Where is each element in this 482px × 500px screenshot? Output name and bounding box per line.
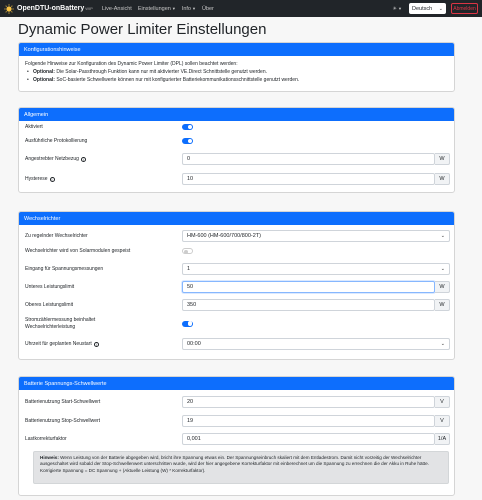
regulated-inverter-select[interactable] xyxy=(182,230,450,242)
hint-intro: Folgende Hinweise zur Konfiguration des Dynamic Power Limiter (DPL) sollen beachtet werden: xyxy=(25,61,238,67)
nav-settings[interactable] xyxy=(138,6,176,12)
load-unit: 1/A xyxy=(435,433,450,445)
row-voltage-input xyxy=(25,263,450,275)
start-unit: V xyxy=(435,396,450,408)
restart-label-text: Uhrzeit für geplanten Neustart xyxy=(25,340,92,347)
start-threshold-input[interactable]: 20 xyxy=(182,396,435,408)
chevron-down-icon: ▼ xyxy=(192,6,196,11)
hint-list xyxy=(33,69,299,85)
start-label: Batterienutzung Start-Schwellwert xyxy=(25,398,101,405)
chevron-down-icon: ⌄ xyxy=(440,233,445,239)
info-icon[interactable]: i xyxy=(50,177,55,182)
general-card xyxy=(18,107,455,193)
row-lower-limit xyxy=(25,281,450,293)
verbose-label: Ausführliche Protokollierung xyxy=(25,138,88,144)
card-header: Wechselrichter xyxy=(19,212,454,225)
hysteresis-label xyxy=(25,176,182,183)
chevron-down-icon: ▼ xyxy=(171,6,176,11)
target-unit: W xyxy=(435,153,450,165)
voltage-input-select[interactable] xyxy=(182,263,450,275)
nav-settings-label: Einstellungen xyxy=(137,5,171,12)
language-select[interactable] xyxy=(409,3,446,14)
row-enabled xyxy=(25,124,450,131)
upper-label: Oberes Leistungslimit xyxy=(25,301,74,308)
chevron-down-icon: ⌄ xyxy=(438,5,443,12)
stop-label: Batterienutzung Stop-Schwellwert xyxy=(25,417,101,424)
hint-bold: Optional: xyxy=(33,77,55,83)
load-correction-input[interactable]: 0,001 xyxy=(182,433,435,445)
hint-bold: Optional: xyxy=(33,69,55,75)
row-hysteresis xyxy=(25,173,450,185)
theme-toggle[interactable] xyxy=(393,6,402,12)
language-value: Deutsch xyxy=(412,5,433,12)
chevron-down-icon: ▼ xyxy=(398,6,402,11)
row-load-correction xyxy=(25,433,450,445)
target-label-text: Angestrebter Netzbezug xyxy=(25,155,79,162)
chevron-down-icon: ⌄ xyxy=(440,266,445,272)
verbose-switch[interactable] xyxy=(182,138,193,144)
info-icon[interactable]: i xyxy=(81,157,86,162)
solar-powered-switch[interactable] xyxy=(182,248,193,254)
target-input[interactable]: 0 xyxy=(182,153,435,165)
restart-label xyxy=(25,341,182,348)
chevron-down-icon: ⌄ xyxy=(440,341,445,347)
row-upper-limit xyxy=(25,299,450,311)
brand[interactable] xyxy=(4,4,93,14)
nav-about[interactable]: Über xyxy=(201,5,214,12)
row-restart-time xyxy=(25,338,450,350)
navbar xyxy=(0,0,482,17)
row-stop-threshold xyxy=(25,415,450,427)
row-regulated-inverter xyxy=(25,230,450,242)
regulated-inverter-value: HM-600 (HM-600/700/800-2T) xyxy=(187,233,261,239)
stop-threshold-input[interactable]: 19 xyxy=(182,415,435,427)
info-icon[interactable]: i xyxy=(94,342,99,347)
card-header: Konfigurationshinweise xyxy=(19,43,454,56)
note-text: Wenn Leistung von der Batterie abgegeben wird, bricht ihre Spannung etwas ein. Der Spannungseinbruch skaliert mit dem Entladestrom. Damit nicht vorzeitig der Wechselrichter ausgeschaltet wird sobald der Stop-Schwellenwert unterschritten wurde, wird der hier angegebene Korrekturfaktor mit einberechnet um die Spannung zu errechnen die der Akku in Ruhe hätte. Korrigierte Spannung = DC Spannung + (Aktuelle Leistung (W) * Korrekturfaktor). xyxy=(40,455,429,473)
hint-item xyxy=(33,77,299,83)
brand-sub: WIP xyxy=(85,6,93,11)
logout-button[interactable]: Abmelden xyxy=(451,3,478,14)
enabled-switch[interactable] xyxy=(182,124,193,130)
battery-card xyxy=(18,376,455,496)
lower-limit-input[interactable]: 50 xyxy=(182,281,435,293)
row-meter-includes xyxy=(25,317,450,330)
row-solar-powered xyxy=(25,248,450,255)
sun-icon: ☀ xyxy=(392,5,398,12)
card-body xyxy=(19,225,454,360)
inverter-card xyxy=(18,211,455,360)
card-header: Allgemein xyxy=(19,108,454,121)
hysteresis-input[interactable]: 10 xyxy=(182,173,435,185)
lower-unit: W xyxy=(435,281,450,293)
enabled-label: Aktiviert xyxy=(25,124,43,130)
hint-text: SoC-basierte Schwellwerte können nur mit konfigurierter Batteriekommunikationsschnittstelle genutzt werden. xyxy=(54,77,300,83)
card-body xyxy=(19,390,454,496)
solar-label: Wechselrichter wird von Solarmodulen gespeist xyxy=(25,248,131,254)
row-start-threshold xyxy=(25,396,450,408)
hysteresis-label-text: Hysterese xyxy=(25,175,48,182)
brand-name: OpenDTU-onBattery xyxy=(17,5,85,12)
hint-text: Die Solar-Passthrough Funktion kann nur mit aktivierter VE.Direct Schnittstelle genutzt werden. xyxy=(54,69,267,75)
meter-includes-switch[interactable] xyxy=(182,321,193,327)
meter-label-line: Wechselrichterleistung xyxy=(25,323,76,330)
stop-unit: V xyxy=(435,415,450,427)
upper-limit-input[interactable]: 350 xyxy=(182,299,435,311)
nav-info-label: Info xyxy=(181,5,191,12)
input-label: Eingang für Spannungsmessungen xyxy=(25,265,104,272)
voltage-input-value: 1 xyxy=(187,266,191,272)
config-hints-card xyxy=(18,42,455,92)
sun-logo-icon xyxy=(4,4,14,14)
nav-live-view[interactable]: Live-Ansicht xyxy=(101,5,132,12)
page-title: Dynamic Power Limiter Einstellungen xyxy=(18,21,267,38)
meter-label xyxy=(25,317,182,330)
target-label xyxy=(25,156,182,163)
row-target xyxy=(25,153,450,165)
nav-right xyxy=(393,3,478,14)
restart-time-value: 00:00 xyxy=(187,341,201,347)
card-body xyxy=(19,121,454,193)
lower-label: Unteres Leistungslimit xyxy=(25,283,75,290)
hint-item xyxy=(33,69,299,75)
restart-time-select[interactable] xyxy=(182,338,450,350)
load-correction-note xyxy=(33,451,449,484)
meter-label-line: Stromzählermessung beinhaltet xyxy=(25,317,96,323)
card-body xyxy=(19,56,454,92)
load-label: Lastkorrekturfaktor xyxy=(25,435,67,442)
regulated-label: Zu regelnder Wechselrichter xyxy=(25,232,88,239)
hysteresis-unit: W xyxy=(435,173,450,185)
note-bold: Hinweis: xyxy=(40,455,59,460)
row-verbose xyxy=(25,138,450,145)
card-header: Batterie Spannungs-Schwellwerte xyxy=(19,377,454,390)
upper-unit: W xyxy=(435,299,450,311)
nav-info[interactable] xyxy=(182,6,196,12)
